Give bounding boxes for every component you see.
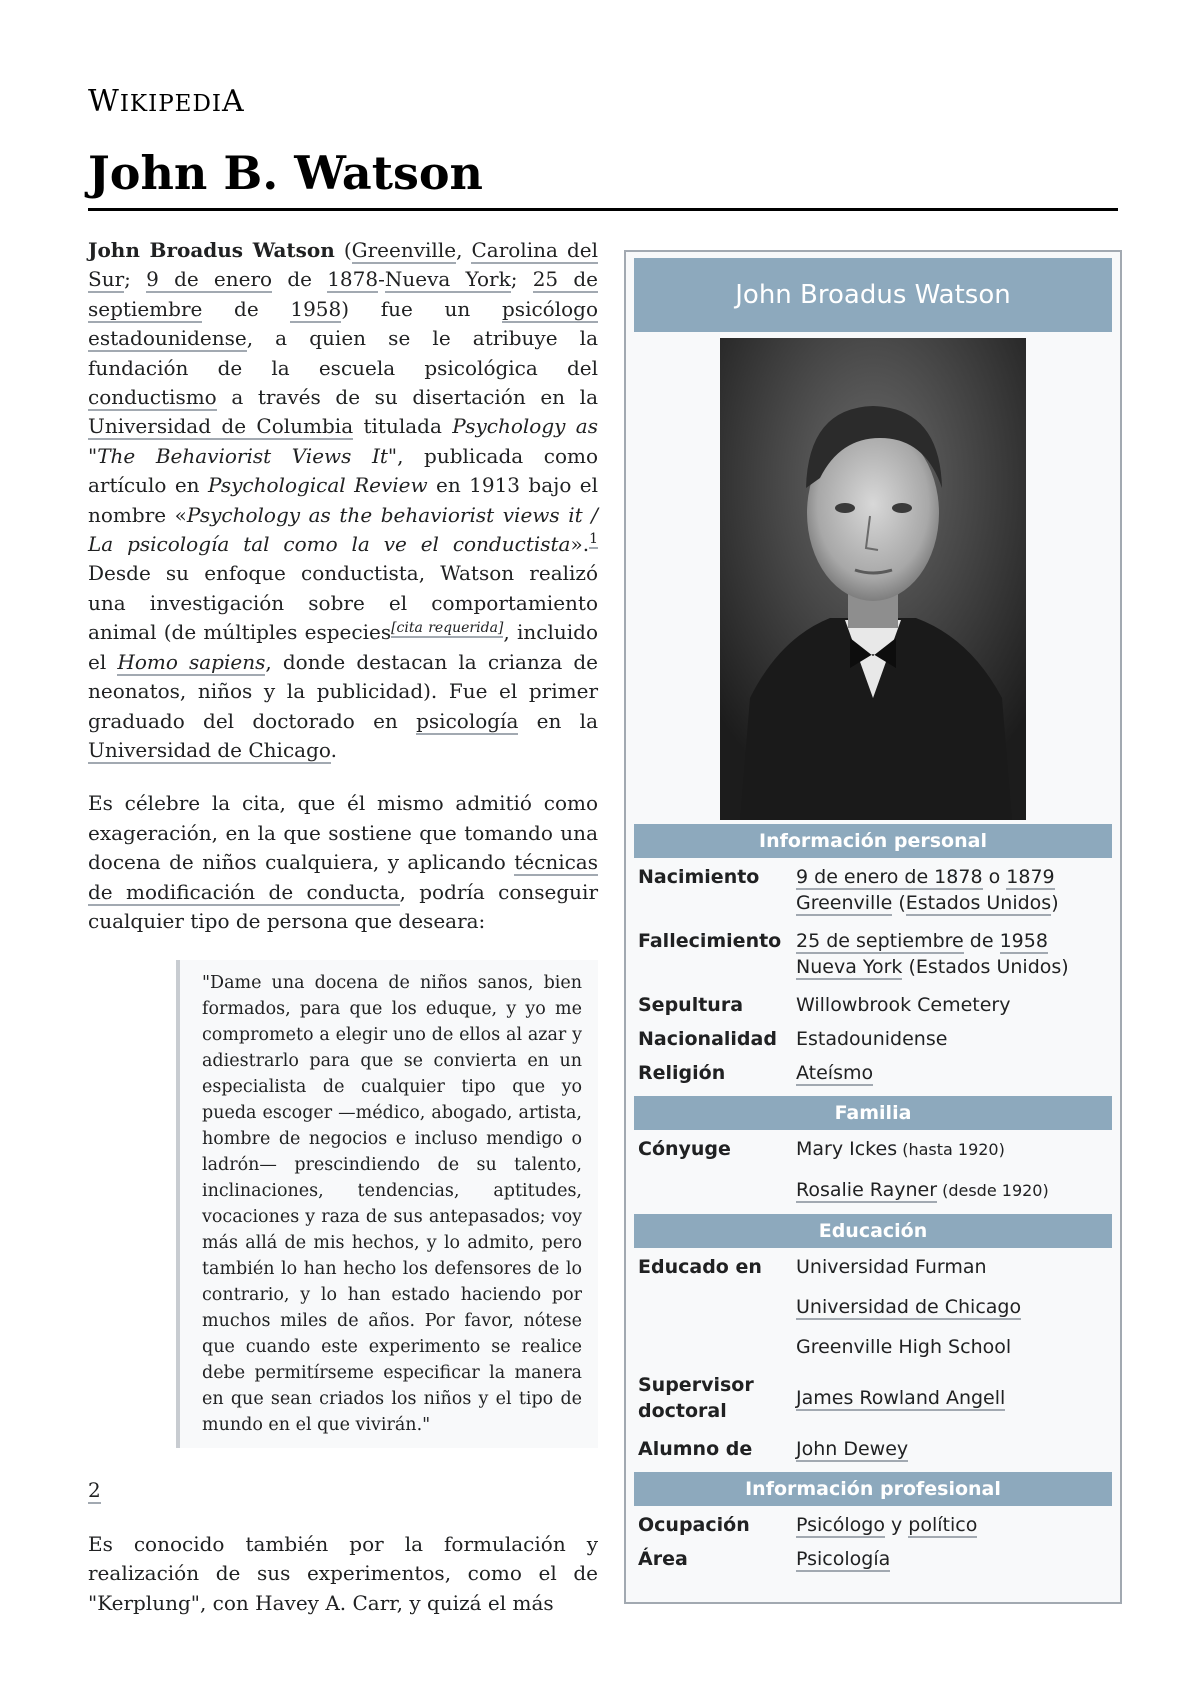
link-1878[interactable]: 1878 [327, 267, 379, 292]
quote-intro-paragraph: Es célebre la cita, que él mismo admitió como exageración, en la que sostiene que tomando una docena de niños cualquiera, y aplicando técnicas de modificación de conducta, podría conseguir cualquier tipo de persona que deseara: [88, 791, 599, 933]
portrait-photo[interactable] [720, 338, 1026, 820]
infobox [624, 250, 1122, 1604]
row-fallecimiento: Fallecimiento 25 de septiembre de 1958 Nueva York (Estados Unidos) [638, 930, 1069, 978]
row-sepultura: Sepultura Willowbrook Cemetery [638, 994, 1011, 1016]
row-area: Área Psicología [638, 1548, 891, 1570]
section-educacion: Educación [634, 1214, 1112, 1248]
link-john-dewey[interactable]: John Dewey [796, 1438, 909, 1460]
link-estados-unidos[interactable]: Estados Unidos [905, 892, 1052, 914]
reference-1[interactable]: 1 [589, 531, 598, 548]
link-psicologo[interactable]: psicólogo [502, 296, 598, 321]
row-ocupacion: Ocupación Psicólogo y político [638, 1514, 978, 1536]
intro-paragraph: John Broadus Watson (Greenville, Carolina del Sur; 9 de enero de 1878-Nueva York; 25 de septiembre de 1958) fue un psicólogo estadounidense, a quien se le atribuye la fundación de la escuela psicológica del conductismo a través de su disertación en la Universidad de Columbia titulada Psychology as "The Behaviorist Views It", publicada como artículo en Psychological Review en 1913 bajo el nombre «Psychology as the behaviorist views it / La psicología tal como la ve el conductista».$^1$ Desde su enfoque conductista, Watson realizó una investigación sobre el comportamiento animal (de múltiples especies[cita requerida], incluido el Homo sapiens, donde destacan la crianza de neonatos, niños y la publicidad). Fue el primer graduado del doctorado en psicología en la Universidad de Chicago. [88, 238, 599, 762]
link-nueva-york[interactable]: Nueva York [384, 267, 511, 292]
section-familia: Familia [634, 1096, 1112, 1130]
link-psicologo-infobox[interactable]: Psicólogo [796, 1514, 885, 1536]
portrait-image [720, 338, 1026, 820]
link-tecnicas-modificacion-conducta[interactable]: técnicas de modificación de conducta [88, 850, 598, 904]
citation-needed[interactable]: [cita requerida] [391, 619, 504, 636]
link-death-year[interactable]: 1958 [999, 930, 1048, 952]
row-religion: Religión Ateísmo [638, 1062, 874, 1084]
article-body [88, 236, 598, 1642]
link-rosalie-rayner[interactable]: Rosalie Rayner [796, 1179, 938, 1201]
blockquote: "Dame una docena de niños sanos, bien formados, para que los eduque, y yo me comprometo a elegir uno de ellos al azar y adiestrarlo para que se convierta en un especialista de cualquier tipo que yo pueda escoger —médico, abogado, artista, hombre de negocios e incluso mendigo o ladrón— prescindiendo de su talento, inclinaciones, tendencias, aptitudes, vocaciones y raza de sus antepasados; voy más allá de mis hechos, y lo admito, pero también lo han hecho los defensores de lo contrario, y lo han estado haciendo por muchos miles de años. Por favor, nótese que cuando este experimento se realice debe permitírseme especificar la manera en que sean criados los niños y el tipo de mundo en el que vivirán." [176, 960, 598, 1448]
link-universidad-de-chicago-infobox[interactable]: Universidad de Chicago [796, 1296, 1022, 1318]
section-informacion-profesional: Información profesional [634, 1472, 1112, 1506]
link-birth-greenville[interactable]: Greenville [796, 892, 893, 914]
row-nacionalidad: Nacionalidad Estadounidense [638, 1028, 948, 1050]
link-conductismo[interactable]: conductismo [88, 385, 217, 410]
experiments-paragraph: Es conocido también por la formulación y realización de sus experimentos, como el de "Kerplung", con Havey A. Carr, y quizá el más [88, 1531, 598, 1615]
link-homo-sapiens[interactable]: Homo sapiens [117, 649, 266, 674]
link-1958[interactable]: 1958 [290, 296, 342, 321]
section-informacion-personal: Información personal [634, 824, 1112, 858]
link-universidad-de-columbia[interactable]: Universidad de Columbia [88, 414, 354, 439]
row-conyuge: Cónyuge Mary Ickes (hasta 1920) Rosalie Rayner (desde 1920) [638, 1138, 1049, 1201]
row-nacimiento: Nacimiento 9 de enero de 1878 o 1879 Greenville (Estados Unidos) [638, 866, 1059, 914]
infobox-title: John Broadus Watson [634, 258, 1112, 332]
link-death-place[interactable]: Nueva York [796, 956, 903, 978]
row-educado-en: Educado en Universidad Furman Universidad de Chicago Greenville High School [638, 1256, 1022, 1358]
link-1879[interactable]: 1879 [1006, 866, 1055, 888]
row-supervisor-doctoral: Supervisor doctoral James Rowland Angell [638, 1374, 1006, 1422]
link-psicologia-infobox[interactable]: Psicología [796, 1548, 891, 1570]
reference-2[interactable]: 2 [88, 1478, 101, 1503]
link-psicologia[interactable]: psicología [416, 708, 519, 733]
link-james-rowland-angell[interactable]: James Rowland Angell [796, 1387, 1006, 1409]
title-divider [88, 208, 1118, 211]
link-birth-date[interactable]: 9 de enero de 1878 [796, 866, 983, 888]
link-estadounidense[interactable]: estadounidense [88, 326, 247, 351]
link-25-de-septiembre[interactable]: 25 de septiembre [88, 267, 598, 321]
link-death-date[interactable]: 25 de septiembre [796, 930, 964, 952]
row-alumno-de: Alumno de John Dewey [638, 1438, 909, 1460]
link-politico[interactable]: político [908, 1514, 978, 1536]
wikipedia-logo[interactable]: WIKIPEDIA [88, 84, 245, 119]
link-9-de-enero[interactable]: 9 de enero [146, 267, 273, 292]
link-greenville[interactable]: Greenville [351, 238, 457, 262]
page-title: John B. Watson [88, 146, 483, 200]
link-universidad-de-chicago[interactable]: Universidad de Chicago [88, 737, 331, 762]
link-carolina-del-sur[interactable]: Carolina del Sur [88, 238, 598, 292]
link-ateismo[interactable]: Ateísmo [796, 1062, 874, 1084]
